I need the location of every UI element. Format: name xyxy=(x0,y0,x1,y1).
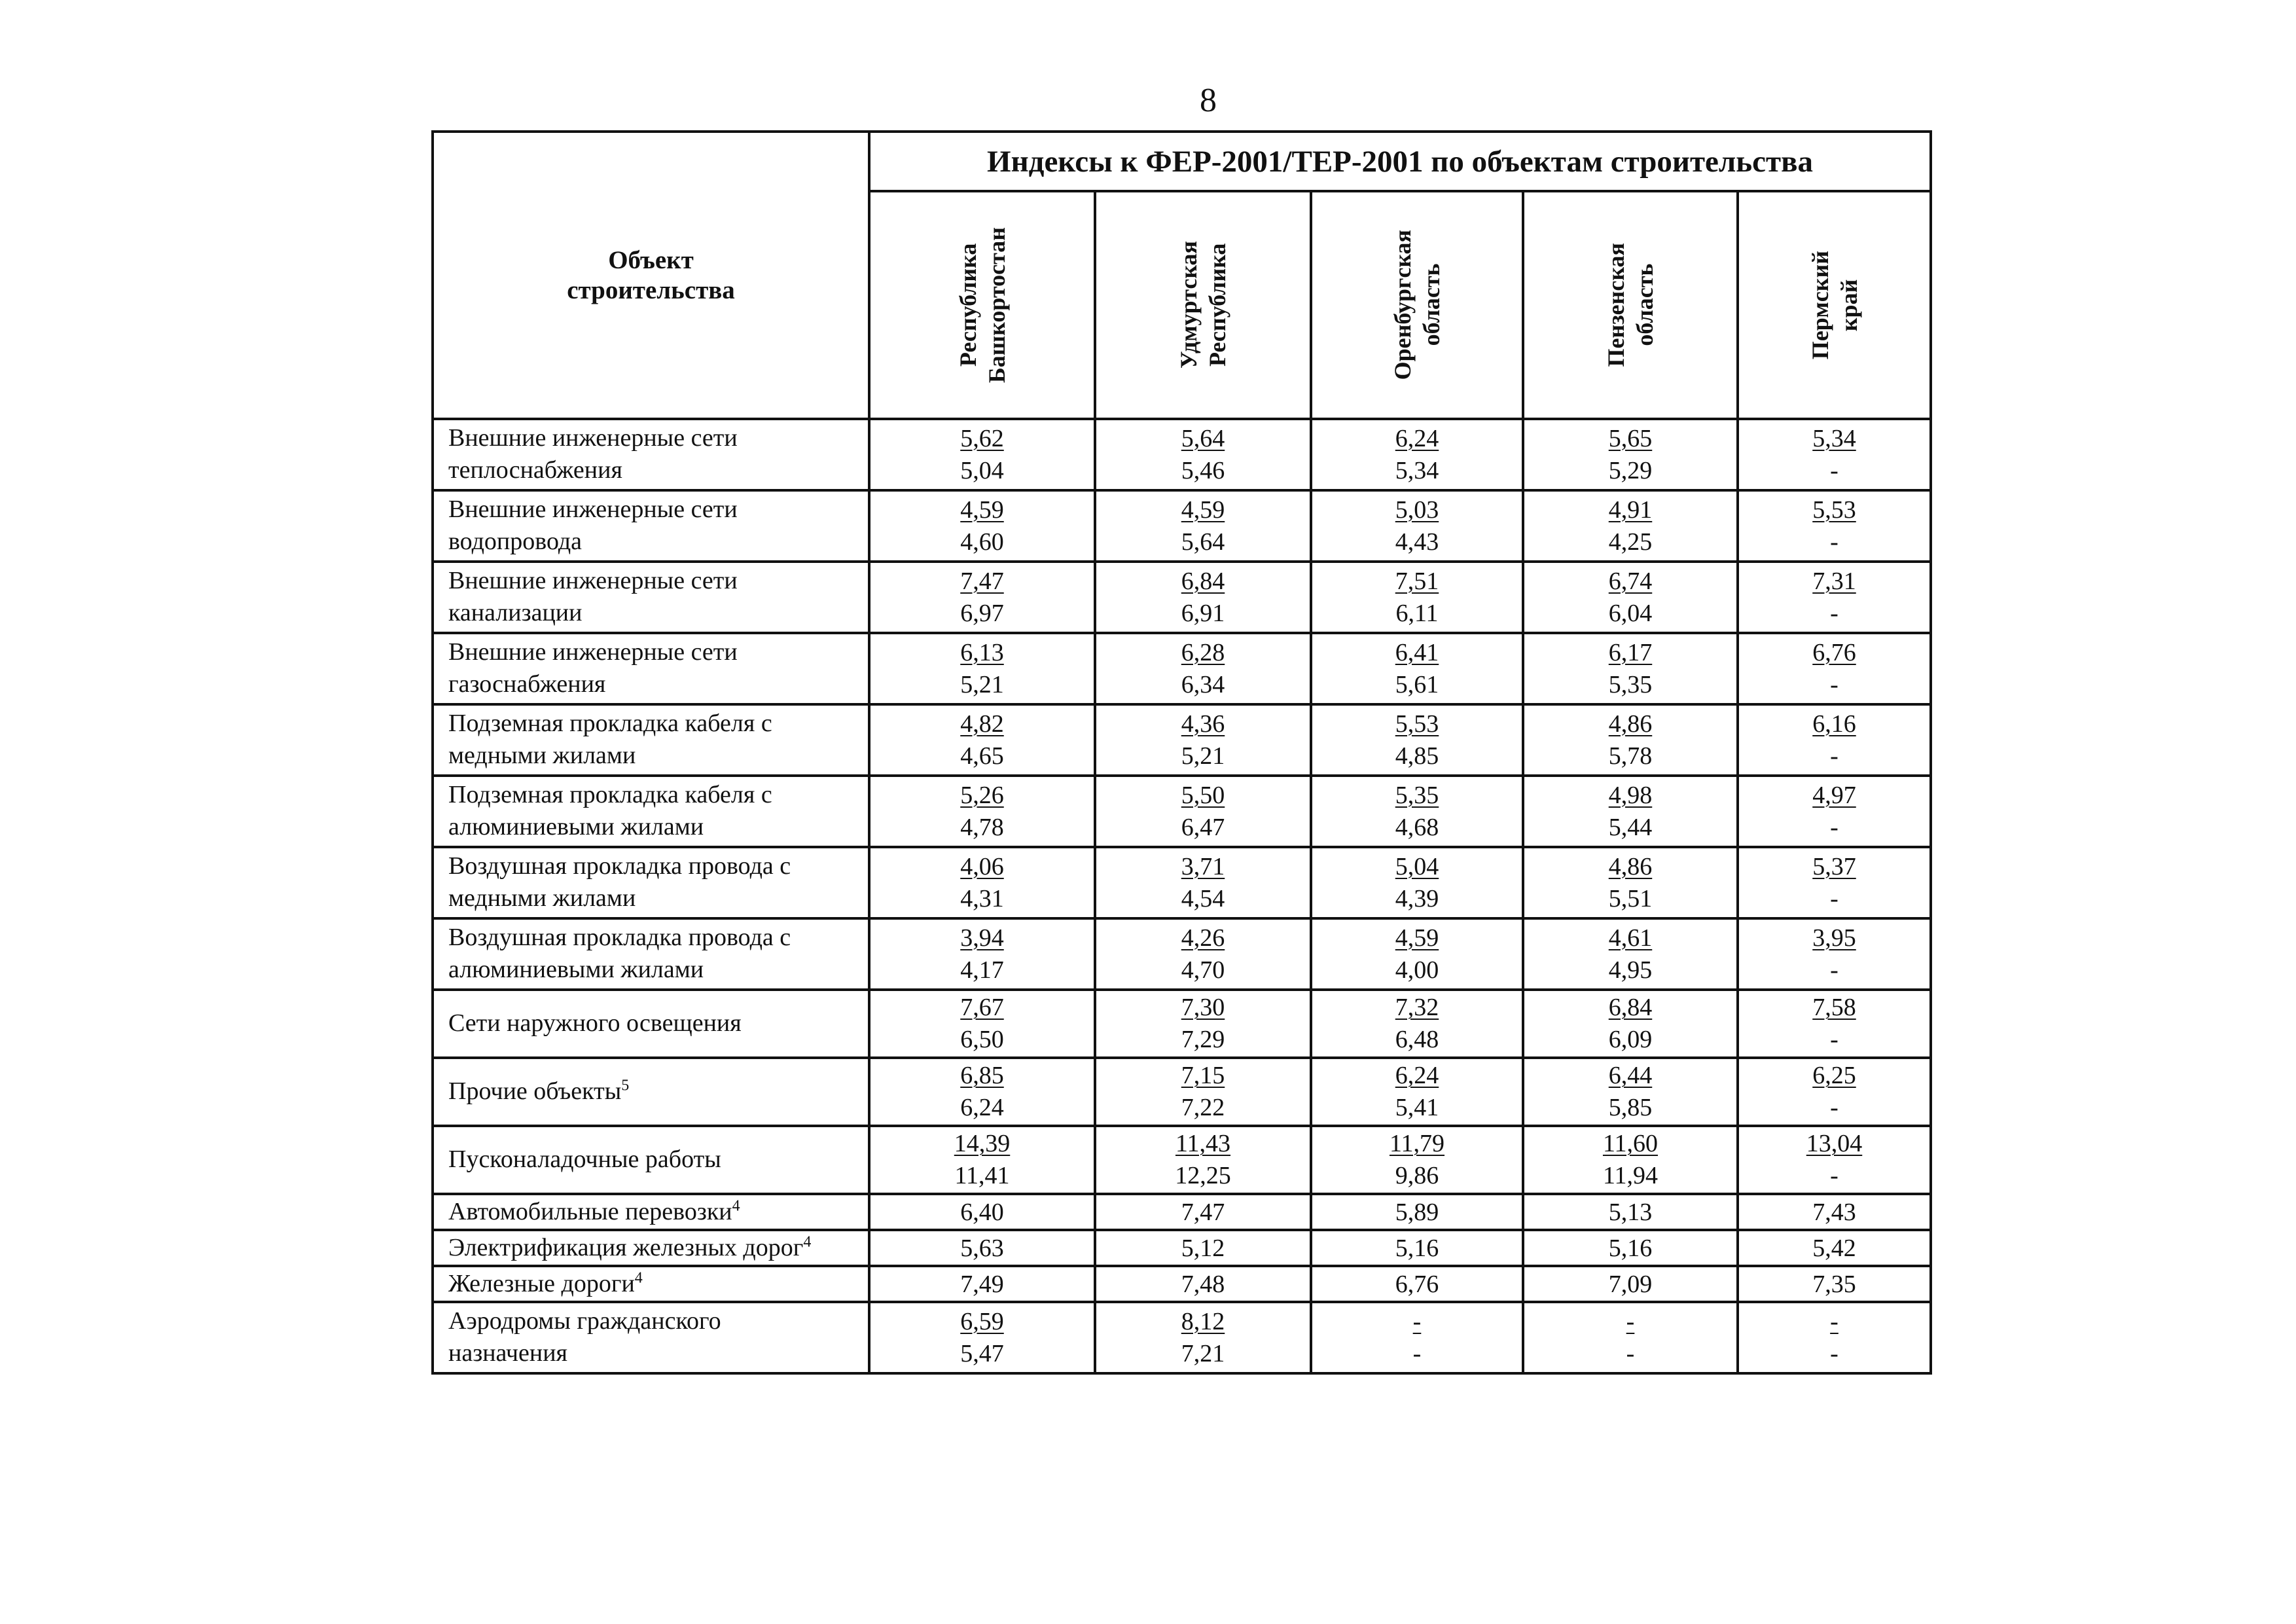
object-name: Воздушная прокладка провода с алюминиевыми жилами xyxy=(448,924,791,983)
index-value-top: - xyxy=(1626,1307,1635,1335)
object-name: Аэродромы гражданского назначения xyxy=(448,1307,721,1367)
index-value-bottom: 5,85 xyxy=(1608,1094,1653,1121)
index-value-bottom: 4,43 xyxy=(1395,528,1439,556)
index-value-bottom: - xyxy=(1830,528,1839,556)
region-column-header xyxy=(1523,191,1738,419)
index-value-cell xyxy=(1738,419,1931,490)
index-value-top: 4,98 xyxy=(1608,781,1653,809)
index-value-cell xyxy=(1738,490,1931,562)
object-name: Электрификация железных дорог xyxy=(448,1234,804,1261)
index-value-bottom: 5,35 xyxy=(1608,670,1653,698)
index-value-bottom: - xyxy=(1830,1162,1839,1189)
index-value-bottom: 6,48 xyxy=(1395,1026,1439,1053)
index-value-cell xyxy=(1311,918,1523,990)
index-value-top: 5,35 xyxy=(1395,781,1439,809)
index-value-bottom: 4,54 xyxy=(1181,884,1225,912)
object-name-cell xyxy=(433,1058,869,1126)
object-name-cell xyxy=(433,562,869,633)
region-column-label: Оренбургская область xyxy=(1390,230,1444,380)
index-value: 7,09 xyxy=(1608,1270,1653,1298)
index-value-cell xyxy=(1095,704,1311,776)
index-value-bottom: 6,91 xyxy=(1181,599,1225,627)
index-value-top: 4,36 xyxy=(1181,710,1225,738)
index-value-bottom: 5,51 xyxy=(1608,884,1653,912)
index-value-cell xyxy=(869,633,1095,704)
index-value-cell xyxy=(1738,562,1931,633)
index-value-top: 4,61 xyxy=(1608,924,1653,952)
index-value-bottom: - xyxy=(1830,670,1839,698)
object-name-cell xyxy=(433,419,869,490)
index-value-cell xyxy=(869,1058,1095,1126)
index-value-bottom: 7,29 xyxy=(1181,1026,1225,1053)
index-value-cell xyxy=(1311,633,1523,704)
index-value-cell xyxy=(1095,490,1311,562)
index-value-cell xyxy=(1095,419,1311,490)
index-value-top: 5,53 xyxy=(1812,496,1856,524)
object-name-cell xyxy=(433,490,869,562)
index-value-bottom: - xyxy=(1830,813,1839,841)
index-value-top: 5,50 xyxy=(1181,781,1225,809)
footnote-mark: 4 xyxy=(803,1233,812,1251)
index-value-top: 4,91 xyxy=(1608,496,1653,524)
object-name-cell xyxy=(433,1302,869,1373)
index-value-cell xyxy=(1738,776,1931,847)
index-value: 7,35 xyxy=(1812,1270,1856,1298)
index-value-top: 11,79 xyxy=(1389,1130,1445,1157)
object-name-cell xyxy=(433,1194,869,1230)
index-value-cell xyxy=(869,847,1095,918)
index-value-cell xyxy=(1738,1126,1931,1194)
index-value-top: 5,64 xyxy=(1181,424,1225,452)
index-value-top: 4,59 xyxy=(1395,924,1439,952)
index-value-top: 4,59 xyxy=(960,496,1004,524)
index-value-bottom: - xyxy=(1830,1094,1839,1121)
index-value-cell xyxy=(869,562,1095,633)
table-row xyxy=(433,776,1931,847)
index-value-cell xyxy=(869,1230,1095,1266)
object-name-cell xyxy=(433,990,869,1058)
index-value-cell xyxy=(1523,1302,1738,1373)
index-value-top: 6,84 xyxy=(1181,567,1225,595)
table-row xyxy=(433,490,1931,562)
index-value-top: 6,17 xyxy=(1608,638,1653,666)
object-name: Железные дороги xyxy=(448,1270,635,1297)
index-value-top: 7,67 xyxy=(960,994,1004,1021)
index-value-top: 4,82 xyxy=(960,710,1004,738)
object-name: Внешние инженерные сети водопровода xyxy=(448,496,738,555)
index-value-top: 4,26 xyxy=(1181,924,1225,952)
index-value-top: 11,60 xyxy=(1602,1130,1659,1157)
object-name-cell xyxy=(433,1230,869,1266)
index-value-bottom: 6,24 xyxy=(960,1094,1004,1121)
index-value-cell xyxy=(1095,1194,1311,1230)
index-value-top: 5,34 xyxy=(1812,424,1856,452)
object-name: Подземная прокладка кабеля с медными жилами xyxy=(448,710,772,769)
index-value-top: 14,39 xyxy=(954,1130,1011,1157)
region-column-label: Пензенская область xyxy=(1603,243,1658,367)
index-value-bottom: 4,31 xyxy=(960,884,1004,912)
table-row xyxy=(433,990,1931,1058)
footnote-mark: 5 xyxy=(621,1077,630,1094)
index-value-cell xyxy=(1311,847,1523,918)
index-value-bottom: 4,70 xyxy=(1181,956,1225,984)
index-value-bottom: 5,47 xyxy=(960,1339,1004,1367)
index-value-cell xyxy=(1095,1058,1311,1126)
index-value-top: 6,41 xyxy=(1395,638,1439,666)
table-row xyxy=(433,1230,1931,1266)
index-value-cell xyxy=(1523,847,1738,918)
index-value-cell xyxy=(869,1194,1095,1230)
index-value-top: - xyxy=(1830,1307,1839,1335)
index-value-cell xyxy=(1311,776,1523,847)
index-value-cell xyxy=(1095,633,1311,704)
index-value-cell xyxy=(869,1302,1095,1373)
index-value: 7,49 xyxy=(960,1270,1004,1298)
index-value: 7,47 xyxy=(1181,1198,1225,1226)
index-value-cell xyxy=(1523,1058,1738,1126)
index-value-cell xyxy=(1738,990,1931,1058)
index-value-cell xyxy=(869,918,1095,990)
index-value-cell xyxy=(869,776,1095,847)
index-value-cell xyxy=(1523,562,1738,633)
index-value-cell xyxy=(1095,1266,1311,1302)
index-value-top: 3,94 xyxy=(960,924,1004,952)
region-column-header xyxy=(1095,191,1311,419)
index-value-cell xyxy=(1523,1126,1738,1194)
index-value-bottom: 5,46 xyxy=(1181,456,1225,484)
index-value-cell xyxy=(1311,562,1523,633)
index-value-bottom: 6,47 xyxy=(1181,813,1225,841)
index-value-cell xyxy=(1523,1266,1738,1302)
index-value-bottom: - xyxy=(1412,1339,1422,1367)
index-value-top: 4,86 xyxy=(1608,710,1653,738)
index-value-top: 7,32 xyxy=(1395,994,1439,1021)
index-value-bottom: 11,94 xyxy=(1602,1162,1659,1189)
index-value-cell xyxy=(1095,562,1311,633)
footnote-mark: 4 xyxy=(732,1197,740,1215)
region-column-label: Республика Башкортостан xyxy=(954,226,1010,384)
object-name-cell xyxy=(433,847,869,918)
object-name-cell xyxy=(433,633,869,704)
index-value-top: 4,86 xyxy=(1608,852,1653,880)
index-value-bottom: 6,09 xyxy=(1608,1026,1653,1053)
object-name-cell xyxy=(433,776,869,847)
object-name: Воздушная прокладка провода с медными жилами xyxy=(448,852,791,912)
index-value-cell xyxy=(1311,1126,1523,1194)
index-value-bottom: 5,21 xyxy=(960,670,1004,698)
index-value-cell xyxy=(1095,1302,1311,1373)
index-value-top: 13,04 xyxy=(1806,1130,1863,1157)
index-value-cell xyxy=(869,490,1095,562)
index-value-bottom: 7,21 xyxy=(1181,1339,1225,1367)
object-name: Пусконаладочные работы xyxy=(448,1146,721,1173)
index-value: 7,48 xyxy=(1181,1270,1225,1298)
index-value-top: 5,26 xyxy=(960,781,1004,809)
index-value-cell xyxy=(1095,847,1311,918)
index-value-bottom: 11,41 xyxy=(954,1162,1010,1189)
index-value-top: 6,13 xyxy=(960,638,1004,666)
index-value-top: 6,28 xyxy=(1181,638,1225,666)
index-value-bottom: - xyxy=(1626,1339,1635,1367)
object-name: Внешние инженерные сети газоснабжения xyxy=(448,638,738,698)
index-value-top: 3,71 xyxy=(1181,852,1225,880)
index-value-bottom: - xyxy=(1830,742,1839,770)
index-value-cell xyxy=(1095,1126,1311,1194)
index-value-top: 4,59 xyxy=(1181,496,1225,524)
index-value-top: 6,76 xyxy=(1812,638,1856,666)
index-value-top: 6,24 xyxy=(1395,424,1439,452)
index-value-bottom: 6,50 xyxy=(960,1026,1004,1053)
region-column-label: Удмуртская Республика xyxy=(1175,241,1230,369)
index-value: 5,12 xyxy=(1181,1234,1225,1262)
index-value: 6,76 xyxy=(1395,1270,1439,1298)
index-value-bottom: 5,04 xyxy=(960,456,1004,484)
index-value-cell xyxy=(1311,419,1523,490)
object-name-cell xyxy=(433,704,869,776)
index-value-bottom: 7,22 xyxy=(1181,1094,1225,1121)
index-value-cell xyxy=(1311,490,1523,562)
table-row xyxy=(433,1126,1931,1194)
index-value-bottom: 4,95 xyxy=(1608,956,1653,984)
index-value: 5,16 xyxy=(1608,1234,1653,1262)
index-value-top: 8,12 xyxy=(1181,1307,1225,1335)
object-name: Внешние инженерные сети теплоснабжения xyxy=(448,424,738,484)
index-value-top: 7,47 xyxy=(960,567,1004,595)
index-value-bottom: 5,61 xyxy=(1395,670,1439,698)
index-value-bottom: 5,64 xyxy=(1181,528,1225,556)
table-row xyxy=(433,918,1931,990)
object-name: Автомобильные перевозки xyxy=(448,1198,732,1225)
index-value-top: 6,59 xyxy=(960,1307,1004,1335)
index-value-bottom: - xyxy=(1830,956,1839,984)
index-value-cell xyxy=(1738,1266,1931,1302)
index-value-cell xyxy=(1311,990,1523,1058)
index-value-top: 6,74 xyxy=(1608,567,1653,595)
index-value: 5,89 xyxy=(1395,1198,1439,1226)
index-value-top: 5,37 xyxy=(1812,852,1856,880)
index-value-top: 4,06 xyxy=(960,852,1004,880)
index-value-bottom: 5,44 xyxy=(1608,813,1653,841)
index-value-cell xyxy=(1523,704,1738,776)
page-number: 8 xyxy=(1200,82,1217,119)
index-value-bottom: - xyxy=(1830,1026,1839,1053)
object-name-cell xyxy=(433,1266,869,1302)
index-value: 5,16 xyxy=(1395,1234,1439,1262)
index-value-top: 6,24 xyxy=(1395,1062,1439,1089)
index-value-bottom: 4,25 xyxy=(1608,528,1653,556)
index-value-bottom: 4,00 xyxy=(1395,956,1439,984)
index-value-cell xyxy=(1311,1058,1523,1126)
index-value-cell xyxy=(1523,1230,1738,1266)
object-name: Сети наружного освещения xyxy=(448,1009,742,1037)
index-value-bottom: 6,04 xyxy=(1608,599,1653,627)
index-value: 5,42 xyxy=(1812,1234,1856,1262)
index-value-bottom: 5,29 xyxy=(1608,456,1653,484)
index-value: 7,43 xyxy=(1812,1198,1856,1226)
region-column-header xyxy=(1738,191,1931,419)
index-value: 5,63 xyxy=(960,1234,1004,1262)
index-value-top: 6,85 xyxy=(960,1062,1004,1089)
index-value-top: 11,43 xyxy=(1175,1130,1231,1157)
index-value-cell xyxy=(869,1126,1095,1194)
index-value-cell xyxy=(869,1266,1095,1302)
index-value-top: 4,97 xyxy=(1812,781,1856,809)
index-value-cell xyxy=(1523,633,1738,704)
index-value-top: 3,95 xyxy=(1812,924,1856,952)
index-value-cell xyxy=(1095,776,1311,847)
index-value-bottom: 5,34 xyxy=(1395,456,1439,484)
index-value-top: 5,65 xyxy=(1608,424,1653,452)
index-value-bottom: 4,65 xyxy=(960,742,1004,770)
table-row xyxy=(433,1302,1931,1373)
index-value-top: 6,16 xyxy=(1812,710,1856,738)
index-value-bottom: 5,78 xyxy=(1608,742,1653,770)
table-row xyxy=(433,704,1931,776)
index-table xyxy=(431,130,1932,1375)
index-value-cell xyxy=(1523,419,1738,490)
index-value-top: 7,31 xyxy=(1812,567,1856,595)
index-value-top: 5,03 xyxy=(1395,496,1439,524)
index-value-bottom: 6,97 xyxy=(960,599,1004,627)
index-value-top: 7,15 xyxy=(1181,1062,1225,1089)
index-value-cell xyxy=(1311,1230,1523,1266)
index-value-cell xyxy=(869,704,1095,776)
index-value-bottom: - xyxy=(1830,456,1839,484)
index-value-cell xyxy=(1738,1194,1931,1230)
index-value-bottom: 4,78 xyxy=(960,813,1004,841)
object-name-cell xyxy=(433,918,869,990)
index-value-top: 6,44 xyxy=(1608,1062,1653,1089)
index-value-cell xyxy=(1311,1302,1523,1373)
region-column-header xyxy=(1311,191,1523,419)
index-value-top: 5,62 xyxy=(960,424,1004,452)
index-value-bottom: 6,34 xyxy=(1181,670,1225,698)
index-value-bottom: 4,60 xyxy=(960,528,1004,556)
index-value-bottom: 4,17 xyxy=(960,956,1004,984)
index-value-cell xyxy=(1738,918,1931,990)
table-row xyxy=(433,562,1931,633)
region-column-header xyxy=(869,191,1095,419)
table-row xyxy=(433,1058,1931,1126)
object-name: Внешние инженерные сети канализации xyxy=(448,567,738,626)
index-value-bottom: 12,25 xyxy=(1175,1162,1231,1189)
index-value-bottom: - xyxy=(1830,599,1839,627)
object-name: Прочие объекты xyxy=(448,1077,622,1105)
table-row xyxy=(433,633,1931,704)
index-value-top: - xyxy=(1412,1307,1422,1335)
index-value-bottom: 4,85 xyxy=(1395,742,1439,770)
index-value-cell xyxy=(1738,1230,1931,1266)
index-value-cell xyxy=(1523,990,1738,1058)
index-value-cell xyxy=(869,990,1095,1058)
index-value-cell xyxy=(1095,918,1311,990)
index-value-top: 5,04 xyxy=(1395,852,1439,880)
index-value-cell xyxy=(1523,918,1738,990)
index-value-top: 6,84 xyxy=(1608,994,1653,1021)
index-value-bottom: 5,21 xyxy=(1181,742,1225,770)
index-value: 5,13 xyxy=(1608,1198,1653,1226)
footnote-mark: 4 xyxy=(634,1269,643,1287)
table-row xyxy=(433,1266,1931,1302)
object-column-header xyxy=(433,132,869,419)
region-column-label: Пермский край xyxy=(1806,250,1862,360)
index-value-bottom: 4,68 xyxy=(1395,813,1439,841)
index-value-bottom: 4,39 xyxy=(1395,884,1439,912)
index-value-top: 7,30 xyxy=(1181,994,1225,1021)
index-value-cell xyxy=(1311,1266,1523,1302)
table-row xyxy=(433,419,1931,490)
index-value-top: 6,25 xyxy=(1812,1062,1856,1089)
index-value-cell xyxy=(1738,1058,1931,1126)
index-value-bottom: 6,11 xyxy=(1395,599,1439,627)
index-value-cell xyxy=(1095,990,1311,1058)
index-value-bottom: - xyxy=(1830,884,1839,912)
index-value-bottom: 5,41 xyxy=(1395,1094,1439,1121)
index-value-bottom: 9,86 xyxy=(1395,1162,1439,1189)
index-value-cell xyxy=(1738,847,1931,918)
index-value-cell xyxy=(1738,633,1931,704)
index-value-top: 7,51 xyxy=(1395,567,1439,595)
index-value-cell xyxy=(1311,1194,1523,1230)
index-value-cell xyxy=(1095,1230,1311,1266)
index-value-bottom: - xyxy=(1830,1339,1839,1367)
index-value-cell xyxy=(1738,704,1931,776)
index-value-cell xyxy=(1523,1194,1738,1230)
object-name-cell xyxy=(433,1126,869,1194)
table-title: Индексы к ФЕР-2001/ТЕР-2001 по объектам строительства xyxy=(869,132,1931,191)
index-value-cell xyxy=(869,419,1095,490)
index-value-top: 5,53 xyxy=(1395,710,1439,738)
index-value-cell xyxy=(1311,704,1523,776)
object-name: Подземная прокладка кабеля с алюминиевыми жилами xyxy=(448,781,772,840)
index-value-top: 7,58 xyxy=(1812,994,1856,1021)
table-row xyxy=(433,847,1931,918)
index-value-cell xyxy=(1523,776,1738,847)
index-value-cell xyxy=(1523,490,1738,562)
object-header-text: Объект строительства xyxy=(567,245,735,304)
index-value-cell xyxy=(1738,1302,1931,1373)
table-row xyxy=(433,1194,1931,1230)
index-value: 6,40 xyxy=(960,1198,1004,1226)
